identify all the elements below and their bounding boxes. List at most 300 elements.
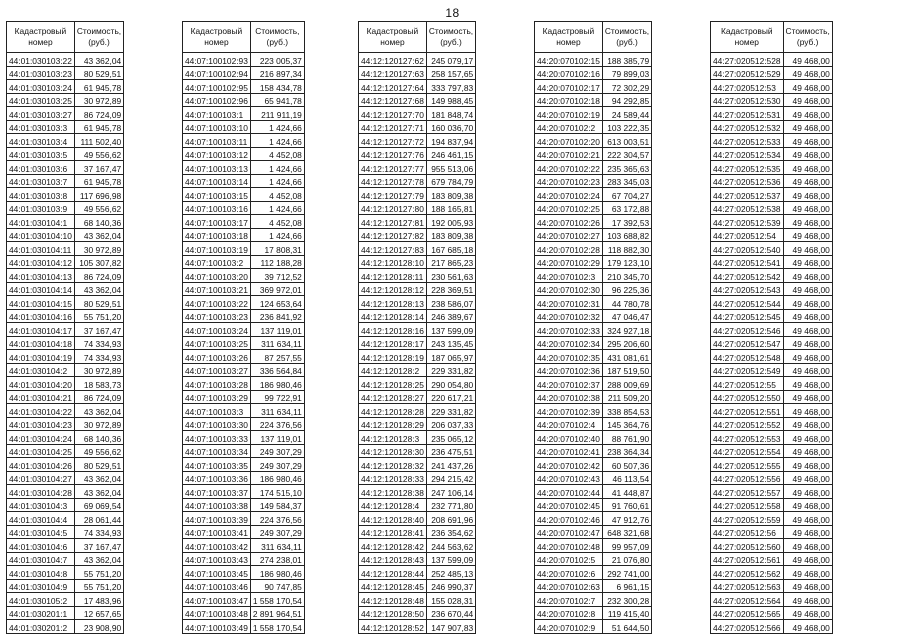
cost-cell: 183 809,38 [426,228,475,242]
cost-cell: 51 644,50 [602,620,651,634]
cadastral-number-cell: 44:20:070102:3 [535,269,603,283]
cadastral-number-cell: 44:20:070102:63 [535,579,603,593]
table-row [183,309,305,323]
cost-cell: 43 362,04 [74,485,123,499]
cadastral-number-cell: 44:07:100103:47 [183,593,251,607]
cadastral-number-cell: 44:20:070102:34 [535,336,603,350]
cost-cell: 49 468,00 [783,120,832,134]
cadastral-number-cell: 44:27:020512:529 [711,66,784,80]
cost-cell: 246 990,37 [426,579,475,593]
table-row [711,512,833,526]
cost-cell: 49 468,00 [783,498,832,512]
cost-cell: 43 362,04 [74,471,123,485]
table-row [359,53,476,67]
cost-cell: 43 362,04 [74,404,123,418]
table-row [535,444,652,458]
cost-cell: 74 334,93 [74,336,123,350]
cost-cell: 49 468,00 [783,228,832,242]
cost-cell: 235 065,12 [426,431,475,445]
table-row [359,228,476,242]
table-row [7,282,124,296]
table-row [7,471,124,485]
cost-cell: 17 483,96 [74,593,123,607]
table-row [711,255,833,269]
table-row [535,390,652,404]
cadastral-number-cell: 44:07:100103:37 [183,485,251,499]
cost-cell: 181 848,74 [426,107,475,121]
cadastral-number-cell: 44:20:070102:32 [535,309,603,323]
table-row [7,566,124,580]
table-row [711,66,833,80]
cost-cell: 18 583,73 [74,377,123,391]
cadastral-number-cell: 44:07:100103:22 [183,296,251,310]
header-cost: Стоимость, (руб.) [250,22,304,53]
table-row [535,336,652,350]
table-row [535,525,652,539]
cadastral-number-cell: 44:01:030104:28 [7,485,75,499]
cadastral-number-cell: 44:20:070102:6 [535,566,603,580]
cost-cell: 49 468,00 [783,242,832,256]
cost-cell: 103 222,35 [602,120,651,134]
cost-cell: 111 502,40 [74,134,123,148]
cadastral-number-cell: 44:12:120127:71 [359,120,427,134]
cadastral-number-cell: 44:27:020512:545 [711,309,784,323]
table-row [535,539,652,553]
table-row [183,255,305,269]
cadastral-number-cell: 44:20:070102:41 [535,444,603,458]
cadastral-number-cell: 44:01:030104:6 [7,539,75,553]
cadastral-number-cell: 44:27:020512:560 [711,539,784,553]
table-row [183,552,305,566]
table-row [711,579,833,593]
cadastral-number-cell: 44:12:120128:25 [359,377,427,391]
cadastral-number-cell: 44:01:030103:4 [7,134,75,148]
cadastral-number-cell: 44:27:020512:539 [711,215,784,229]
table-row [7,417,124,431]
table-row [535,242,652,256]
cost-cell: 4 452,08 [250,147,304,161]
table-row [535,485,652,499]
cadastral-number-cell: 44:20:070102:47 [535,525,603,539]
cadastral-number-cell: 44:01:030201:1 [7,606,75,620]
table-row [711,444,833,458]
cadastral-number-cell: 44:20:070102:37 [535,377,603,391]
cadastral-number-cell: 44:12:120128:12 [359,282,427,296]
cadastral-number-cell: 44:12:120128:17 [359,336,427,350]
cost-cell: 145 364,76 [602,417,651,431]
cadastral-number-cell: 44:12:120128:38 [359,485,427,499]
cadastral-number-cell: 44:20:070102:15 [535,53,603,67]
cadastral-number-cell: 44:27:020512:562 [711,566,784,580]
cadastral-number-cell: 44:20:070102:25 [535,201,603,215]
table-row [359,147,476,161]
table-row [7,593,124,607]
table-row [359,512,476,526]
table-row [183,512,305,526]
table-row [711,471,833,485]
cost-cell: 49 468,00 [783,53,832,67]
cadastral-number-cell: 44:07:100103:30 [183,417,251,431]
table-row [535,296,652,310]
table-row [359,215,476,229]
cadastral-number-cell: 44:12:120128:50 [359,606,427,620]
cadastral-number-cell: 44:01:030103:25 [7,93,75,107]
table-row [535,620,652,634]
cost-cell: 216 897,34 [250,66,304,80]
table-row [7,606,124,620]
header-cost: Стоимость, (руб.) [74,22,123,53]
cost-cell: 4 452,08 [250,215,304,229]
table-row [7,66,124,80]
cadastral-number-cell: 44:27:020512:546 [711,323,784,337]
cadastral-table-1 [6,21,124,634]
cost-cell: 283 345,03 [602,174,651,188]
cost-cell: 103 688,82 [602,228,651,242]
cost-cell: 49 468,00 [783,255,832,269]
table-row [535,161,652,175]
cost-cell: 290 054,80 [426,377,475,391]
cost-cell: 292 741,00 [602,566,651,580]
table-row [183,53,305,67]
cadastral-number-cell: 44:27:020512:528 [711,53,784,67]
cost-cell: 43 362,04 [74,552,123,566]
table-row [711,80,833,94]
cost-cell: 49 468,00 [783,417,832,431]
table-row [359,606,476,620]
table-row [711,242,833,256]
header-cost: Стоимость, (руб.) [783,22,832,53]
table-row [711,620,833,634]
table-row [711,228,833,242]
cost-cell: 220 617,21 [426,390,475,404]
table-row [7,525,124,539]
header-cadastral-number: Кадастровый номер [359,22,427,53]
cadastral-number-cell: 44:12:120127:72 [359,134,427,148]
cadastral-number-cell: 44:01:030103:5 [7,147,75,161]
table-row [359,458,476,472]
cost-cell: 49 468,00 [783,485,832,499]
cadastral-number-cell: 44:07:100103:13 [183,161,251,175]
cadastral-number-cell: 44:20:070102:7 [535,593,603,607]
cost-cell: 955 513,06 [426,161,475,175]
table-row [359,336,476,350]
cost-cell: 30 972,89 [74,417,123,431]
table-row [183,323,305,337]
table-row [711,431,833,445]
cadastral-number-cell: 44:12:120128:3 [359,431,427,445]
cadastral-number-cell: 44:07:100103:27 [183,363,251,377]
cadastral-number-cell: 44:20:070102:21 [535,147,603,161]
cost-cell: 186 980,46 [250,377,304,391]
cadastral-number-cell: 44:01:030103:6 [7,161,75,175]
cadastral-number-cell: 44:07:100103:48 [183,606,251,620]
table-row [535,215,652,229]
cadastral-number-cell: 44:01:030104:12 [7,255,75,269]
table-row [183,228,305,242]
cost-cell: 49 468,00 [783,471,832,485]
cost-cell: 2 891 964,51 [250,606,304,620]
cost-cell: 37 167,47 [74,161,123,175]
table-row [183,458,305,472]
table-row [359,579,476,593]
table-row [7,539,124,553]
cost-cell: 324 927,18 [602,323,651,337]
cadastral-number-cell: 44:20:070102:36 [535,363,603,377]
cadastral-number-cell: 44:12:120127:83 [359,242,427,256]
cadastral-number-cell: 44:01:030103:24 [7,80,75,94]
cadastral-number-cell: 44:07:100103:11 [183,134,251,148]
table-row [183,161,305,175]
cost-cell: 224 376,56 [250,417,304,431]
cadastral-number-cell: 44:01:030104:7 [7,552,75,566]
cadastral-number-cell: 44:12:120128:27 [359,390,427,404]
cost-cell: 338 854,53 [602,404,651,418]
table-row [535,350,652,364]
cost-cell: 49 468,00 [783,458,832,472]
cadastral-number-cell: 44:20:070102:22 [535,161,603,175]
table-row [535,269,652,283]
table-row [359,471,476,485]
cost-cell: 238 364,34 [602,444,651,458]
cost-cell: 67 704,27 [602,188,651,202]
table-row [711,539,833,553]
cadastral-number-cell: 44:12:120127:63 [359,66,427,80]
cost-cell: 55 751,20 [74,309,123,323]
table-row [183,579,305,593]
cadastral-number-cell: 44:27:020512:552 [711,417,784,431]
cadastral-number-cell: 44:01:030103:27 [7,107,75,121]
table-row [711,161,833,175]
table-row [7,174,124,188]
cost-cell: 147 907,83 [426,620,475,634]
cost-cell: 246 461,15 [426,147,475,161]
cost-cell: 1 558 170,54 [250,593,304,607]
table-row [535,458,652,472]
cost-cell: 1 424,66 [250,201,304,215]
table-row [183,417,305,431]
cost-cell: 37 167,47 [74,323,123,337]
cost-cell: 80 529,51 [74,458,123,472]
cost-cell: 249 307,29 [250,525,304,539]
header-cost: Стоимость, (руб.) [602,22,651,53]
table-row [7,161,124,175]
cost-cell: 211 911,19 [250,107,304,121]
cadastral-number-cell: 44:01:030104:27 [7,471,75,485]
cost-cell: 613 003,51 [602,134,651,148]
table-row [711,390,833,404]
table-row [359,525,476,539]
cadastral-number-cell: 44:27:020512:548 [711,350,784,364]
cadastral-number-cell: 44:27:020512:56 [711,525,784,539]
cost-cell: 63 172,88 [602,201,651,215]
table-row [183,350,305,364]
table-row [535,377,652,391]
cadastral-number-cell: 44:07:100103:41 [183,525,251,539]
cadastral-number-cell: 44:07:100103:2 [183,255,251,269]
cost-cell: 369 972,01 [250,282,304,296]
cadastral-number-cell: 44:12:120128:13 [359,296,427,310]
cadastral-number-cell: 44:12:120128:52 [359,620,427,634]
table-row [183,282,305,296]
cost-cell: 1 424,66 [250,120,304,134]
cadastral-number-cell: 44:07:100103:3 [183,404,251,418]
cadastral-number-cell: 44:01:030104:11 [7,242,75,256]
table-row [183,174,305,188]
cadastral-number-cell: 44:01:030104:2 [7,363,75,377]
cadastral-number-cell: 44:01:030104:8 [7,566,75,580]
table-row [535,606,652,620]
cost-cell: 30 972,89 [74,363,123,377]
table-row [183,444,305,458]
table-row [7,444,124,458]
cost-cell: 206 037,33 [426,417,475,431]
cadastral-number-cell: 44:27:020512:556 [711,471,784,485]
cost-cell: 39 712,52 [250,269,304,283]
cadastral-number-cell: 44:01:030105:2 [7,593,75,607]
cost-cell: 86 724,09 [74,107,123,121]
table-row [7,93,124,107]
cost-cell: 37 167,47 [74,539,123,553]
cadastral-number-cell: 44:27:020512:547 [711,336,784,350]
table-row [535,80,652,94]
cadastral-number-cell: 44:27:020512:565 [711,606,784,620]
cost-cell: 23 908,90 [74,620,123,634]
cost-cell: 44 780,78 [602,296,651,310]
cadastral-number-cell: 44:07:100102:93 [183,53,251,67]
cost-cell: 49 468,00 [783,66,832,80]
cadastral-number-cell: 44:01:030201:2 [7,620,75,634]
table-row [359,161,476,175]
table-row [535,417,652,431]
cadastral-number-cell: 44:20:070102:20 [535,134,603,148]
table-row [535,228,652,242]
table-row [7,323,124,337]
cadastral-number-cell: 44:27:020512:530 [711,93,784,107]
cadastral-number-cell: 44:27:020512:544 [711,296,784,310]
cost-cell: 1 558 170,54 [250,620,304,634]
cost-cell: 55 751,20 [74,579,123,593]
cost-cell: 158 434,78 [250,80,304,94]
cadastral-number-cell: 44:20:070102:30 [535,282,603,296]
cost-cell: 99 722,91 [250,390,304,404]
table-row [7,390,124,404]
table-row [359,93,476,107]
cost-cell: 137 119,01 [250,431,304,445]
cost-cell: 245 079,17 [426,53,475,67]
cost-cell: 236 670,44 [426,606,475,620]
cadastral-number-cell: 44:12:120127:70 [359,107,427,121]
cadastral-number-cell: 44:27:020512:553 [711,431,784,445]
cadastral-number-cell: 44:20:070102:35 [535,350,603,364]
cost-cell: 46 113,54 [602,471,651,485]
table-row [711,201,833,215]
cadastral-number-cell: 44:20:070102:26 [535,215,603,229]
cost-cell: 186 980,46 [250,566,304,580]
cost-cell: 74 334,93 [74,350,123,364]
cadastral-number-cell: 44:12:120128:44 [359,566,427,580]
cadastral-number-cell: 44:20:070102:29 [535,255,603,269]
cost-cell: 49 468,00 [783,282,832,296]
table-row [711,404,833,418]
cadastral-number-cell: 44:12:120128:45 [359,579,427,593]
table-row [359,80,476,94]
cost-cell: 80 529,51 [74,66,123,80]
table-row [711,552,833,566]
table-row [183,593,305,607]
cost-cell: 155 028,31 [426,593,475,607]
cost-cell: 217 865,23 [426,255,475,269]
header-cadastral-number: Кадастровый номер [7,22,75,53]
table-row [711,296,833,310]
table-row [711,269,833,283]
header-cadastral-number: Кадастровый номер [711,22,784,53]
cost-cell: 117 696,98 [74,188,123,202]
table-row [7,201,124,215]
cadastral-number-cell: 44:20:070102:39 [535,404,603,418]
cost-cell: 228 369,51 [426,282,475,296]
cadastral-number-cell: 44:20:070102:46 [535,512,603,526]
cost-cell: 41 448,87 [602,485,651,499]
table-row [183,134,305,148]
cost-cell: 49 468,00 [783,390,832,404]
cadastral-number-cell: 44:07:100103:49 [183,620,251,634]
table-row [183,620,305,634]
cadastral-number-cell: 44:07:100102:96 [183,93,251,107]
cost-cell: 49 468,00 [783,336,832,350]
table-row [183,242,305,256]
table-row [7,336,124,350]
cost-cell: 49 468,00 [783,147,832,161]
table-row [183,93,305,107]
cadastral-number-cell: 44:07:100103:16 [183,201,251,215]
table-row [183,525,305,539]
cadastral-number-cell: 44:01:030104:5 [7,525,75,539]
header-cadastral-number: Кадастровый номер [183,22,251,53]
cadastral-number-cell: 44:07:100102:94 [183,66,251,80]
cadastral-number-cell: 44:27:020512:554 [711,444,784,458]
cost-cell: 47 046,47 [602,309,651,323]
cost-cell: 294 215,42 [426,471,475,485]
table-row [7,431,124,445]
table-row [183,404,305,418]
cadastral-number-cell: 44:12:120127:80 [359,201,427,215]
cost-cell: 74 334,93 [74,525,123,539]
cost-cell: 49 468,00 [783,107,832,121]
table-row [7,107,124,121]
cost-cell: 69 069,54 [74,498,123,512]
cost-cell: 149 584,37 [250,498,304,512]
cost-cell: 149 988,45 [426,93,475,107]
cost-cell: 236 354,62 [426,525,475,539]
table-row [7,134,124,148]
cadastral-number-cell: 44:12:120128:11 [359,269,427,283]
table-row [711,53,833,67]
table-row [183,147,305,161]
cadastral-number-cell: 44:27:020512:542 [711,269,784,283]
cadastral-number-cell: 44:01:030104:9 [7,579,75,593]
cost-cell: 49 468,00 [783,431,832,445]
cost-cell: 6 961,15 [602,579,651,593]
cost-cell: 49 468,00 [783,215,832,229]
cadastral-number-cell: 44:07:100103:14 [183,174,251,188]
cost-cell: 1 424,66 [250,228,304,242]
cadastral-number-cell: 44:20:070102:23 [535,174,603,188]
table-row [535,579,652,593]
table-row [183,66,305,80]
cadastral-number-cell: 44:07:100103:15 [183,188,251,202]
table-row [535,188,652,202]
cost-cell: 232 771,80 [426,498,475,512]
